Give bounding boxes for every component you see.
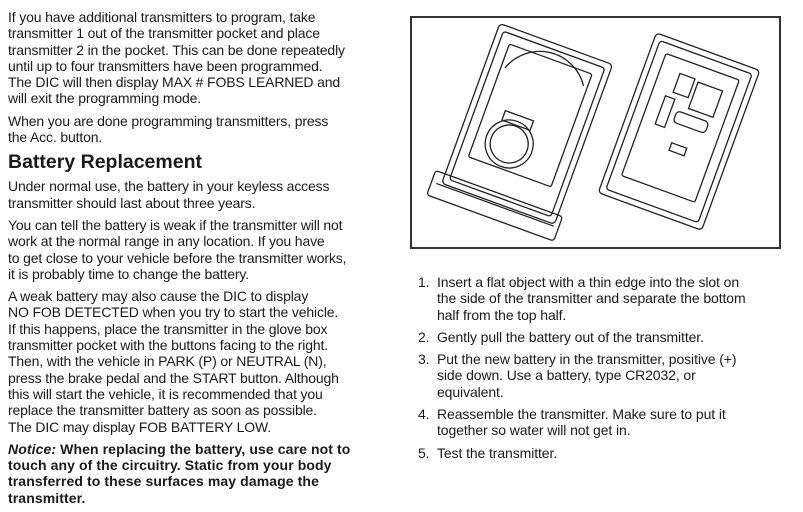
step-number: 4. [418, 406, 430, 423]
step-text: Test the transmitter. [437, 444, 558, 461]
step-text: Gently pull the battery out of the transmitter. [437, 328, 704, 345]
step-number: 1. [418, 274, 430, 290]
notice-text: When replacing the battery, use care not to touch any of the circuitry. Static from your body transferred to these surfaces may damage the transmitter. [8, 440, 351, 506]
step-number: 3. [418, 351, 430, 368]
step-item [418, 406, 798, 439]
paragraph-additional-transmitters: If you have additional transmitters to program, take transmitter 1 out of the transmitter pocket and place transmitter 2 in the pocket. This can be done repeatedly until up to four transmitters have been programmed. The DIC will then display MAX # FOBS LEARNED and will exit the programming mode. [8, 9, 345, 107]
step-text: Insert a flat object with a thin edge into the slot on the side of the transmitter and separate the bottom half from the top half. [437, 274, 746, 323]
transmitter-top-half [598, 33, 760, 230]
step-item [418, 351, 798, 400]
step-item [418, 329, 798, 345]
step-number: 2. [418, 328, 430, 345]
left-column [8, 9, 400, 512]
step-item [418, 445, 798, 461]
paragraph-weak-battery: You can tell the battery is weak if the transmitter will not work at the normal range in any location. If you have to get close to your vehicle before the transmitter works, it is probably time to change the battery. [8, 216, 347, 282]
transmitter-illustration [410, 16, 781, 249]
step-number: 5. [418, 444, 430, 461]
battery-replacement-steps [418, 274, 798, 467]
paragraph-battery-life: Under normal use, the battery in your keyless access transmitter should last about three years. [8, 178, 330, 211]
step-text: Put the new battery in the transmitter, positive (+) side down. Use a battery, type CR2032, or equivalent. [437, 351, 737, 400]
paragraph-done-programming: When you are done programming transmitters, press the Acc. button. [8, 112, 329, 146]
transmitter-bottom-half [427, 20, 617, 241]
step-item [418, 274, 798, 323]
notice-paragraph [8, 441, 400, 506]
paragraph-no-fob-detected: A weak battery may also cause the DIC to display NO FOB DETECTED when you try to start the vehicle. If this happens, place the transmitter in the glove box transmitter pocket with the buttons facing to the right. Then, with the vehicle in PARK (P) or NEUTRAL (N), press the brake pedal and the START button. Although this will start the vehicle, it is recommended that you replace the transmitter battery as soon as possible. The DIC may display FOB BATTERY LOW. [8, 288, 339, 435]
notice-label: Notice: [8, 440, 57, 457]
section-heading: Battery Replacement [8, 151, 202, 174]
step-text: Reassemble the transmitter. Make sure to put it together so water will not get in. [437, 406, 726, 439]
